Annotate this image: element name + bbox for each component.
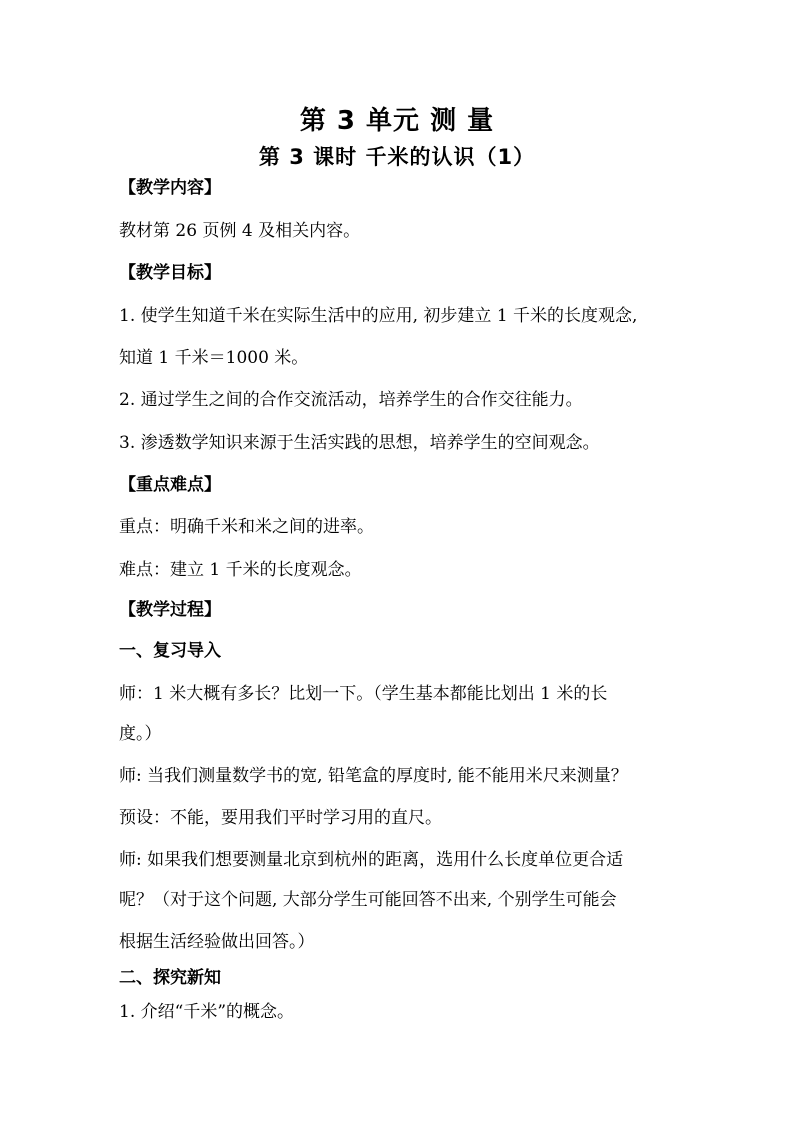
paragraph-3: 预设：不能，要用我们平时学习用的直尺。 — [119, 808, 442, 828]
paragraph-1-line-2: 度。） — [119, 724, 162, 744]
paragraph-4-line-2: 呢？（对于这个问题, 大部分学生可能回答不出来, 个别学生可能会 — [119, 890, 617, 910]
goal-1-line-2: 知道 1 千米＝1000 米。 — [119, 348, 309, 368]
part-2-heading: 二、探究新知 — [119, 968, 221, 988]
key-point: 重点：明确千米和米之间的进率。 — [119, 517, 374, 537]
paragraph-2: 师: 当我们测量数学书的宽, 铅笔盒的厚度时, 能不能用米尺来测量？ — [119, 766, 628, 786]
paragraph-4-line-1: 师: 如果我们想要测量北京到杭州的距离，选用什么长度单位更合适 — [119, 850, 624, 870]
teaching-content-heading: 【教学内容】 — [119, 178, 221, 198]
goal-3: 3. 渗透数学知识来源于生活实践的思想，培养学生的空间观念。 — [119, 433, 600, 453]
teaching-goals-heading: 【教学目标】 — [119, 263, 221, 283]
paragraph-1-line-1: 师：1 米大概有多长？比划一下。（学生基本都能比划出 1 米的长 — [119, 684, 608, 704]
unit-title: 第 3 单元 测 量 — [299, 106, 495, 136]
paragraph-4-line-3: 根据生活经验做出回答。） — [119, 932, 315, 952]
lesson-title: 第 3 课时 千米的认识（1） — [258, 145, 536, 169]
goal-2: 2. 通过学生之间的合作交流活动，培养学生的合作交往能力。 — [119, 390, 583, 410]
part-1-heading: 一、复习导入 — [119, 641, 221, 661]
key-difficult-heading: 【重点难点】 — [119, 475, 221, 495]
goal-1-line-1: 1. 使学生知道千米在实际生活中的应用, 初步建立 1 千米的长度观念, — [119, 306, 638, 326]
teaching-process-heading: 【教学过程】 — [119, 600, 221, 620]
paragraph-5: 1. 介绍“千米”的概念。 — [119, 1002, 295, 1022]
teaching-content-text: 教材第 26 页例 4 及相关内容。 — [119, 221, 361, 241]
difficult-point: 难点：建立 1 千米的长度观念。 — [119, 560, 362, 580]
